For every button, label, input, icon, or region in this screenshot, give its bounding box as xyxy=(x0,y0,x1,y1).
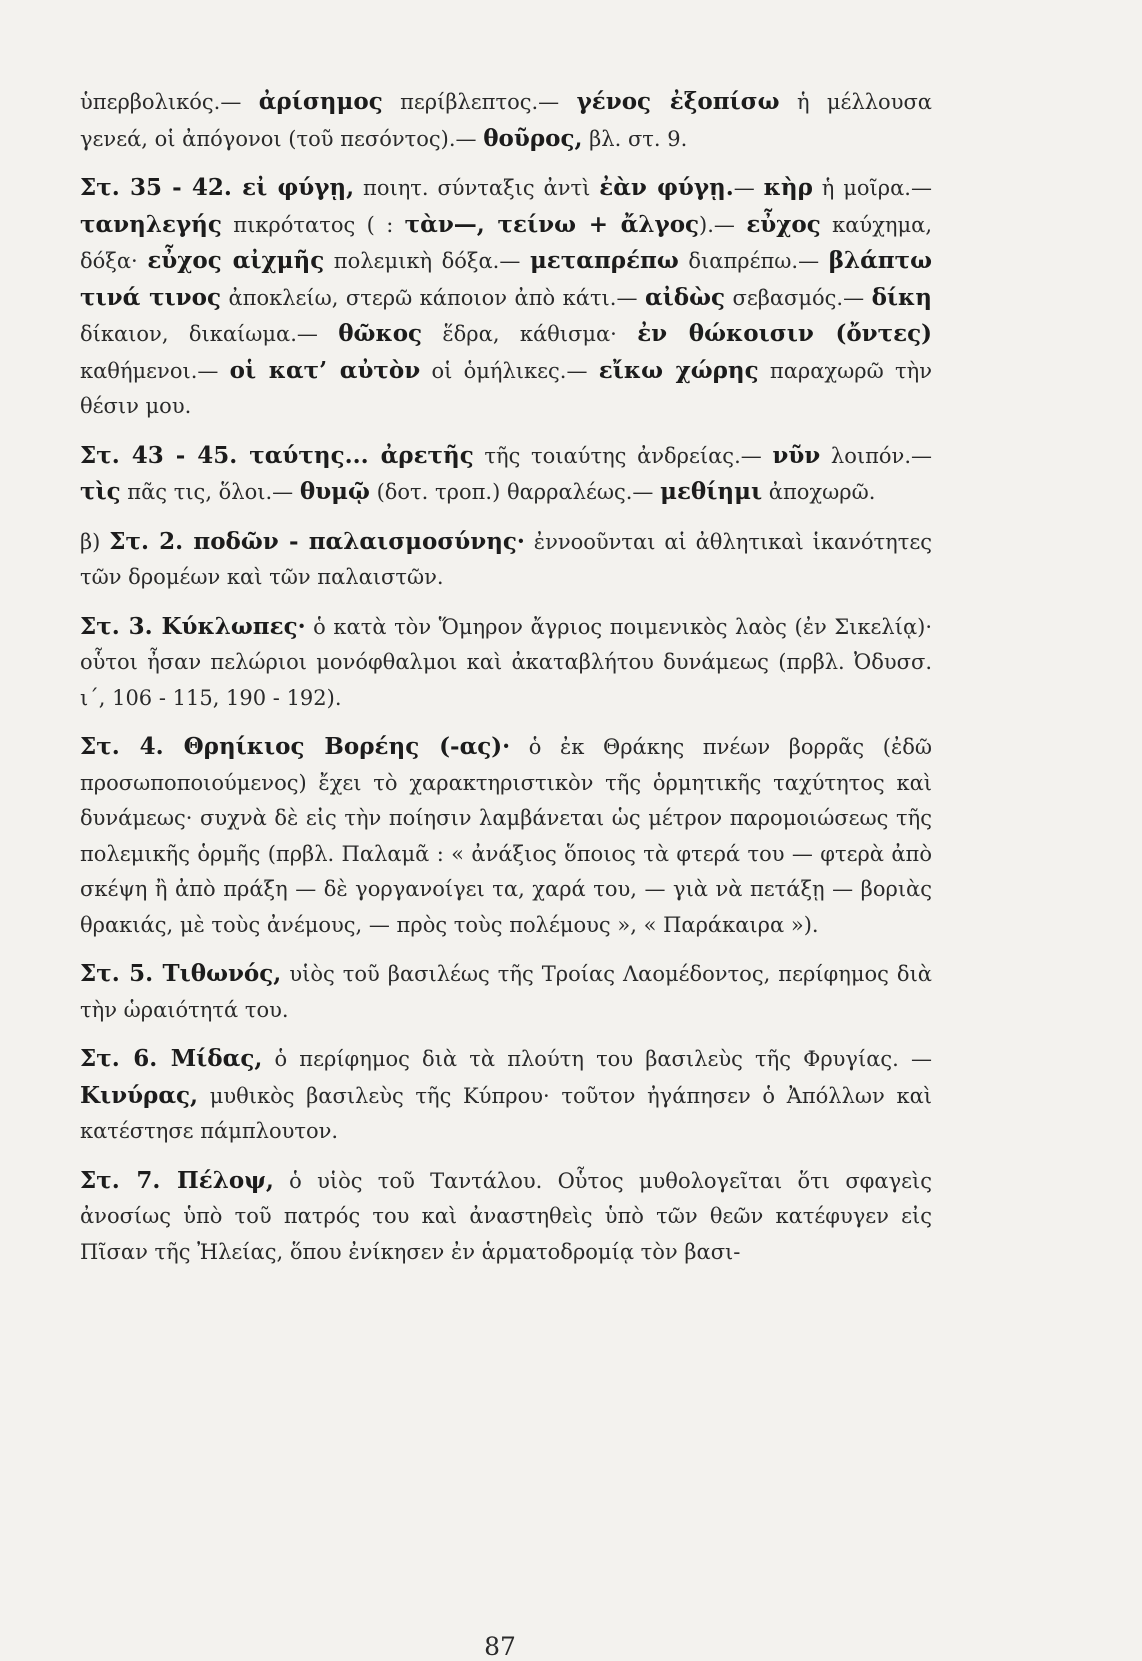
gloss-text: καύχημα, δόξα· xyxy=(80,212,933,273)
gloss-text: ).— xyxy=(699,212,747,237)
gloss-text: περίβλεπτος.— xyxy=(382,90,577,114)
commentary-paragraph xyxy=(80,438,932,511)
lemma: Στ. 6. Μίδας, xyxy=(80,1045,263,1072)
lemma: οἱ κατ’ αὐτὸν xyxy=(229,356,421,384)
gloss-text: πολεμικὴ δόξα.— xyxy=(324,249,530,273)
gloss-text: — xyxy=(733,176,764,200)
lemma: Στ. 4. Θρηίκιος Βορέης (-ας)· xyxy=(80,733,511,760)
gloss-text: ποιητ. σύνταξις ἀντὶ xyxy=(354,176,600,200)
gloss-text: ὑπερβολικός.— xyxy=(80,90,259,114)
lemma: Στ. 5. Τιθωνός, xyxy=(80,960,282,987)
gloss-text: καθήμενοι.— xyxy=(80,358,230,383)
gloss-text: σεβασμός.— xyxy=(725,285,872,310)
gloss-text: β) xyxy=(80,529,110,554)
lemma: ἐν θώκοισιν (ὄντες) xyxy=(637,320,932,347)
gloss-text: δίκαιον, δικαίωμα.— xyxy=(80,322,339,346)
lemma: εἴκω χώρης xyxy=(598,356,759,384)
gloss-text: βλ. στ. 9. xyxy=(582,126,688,151)
lemma: ἐὰν φύγῃ. xyxy=(599,174,734,201)
gloss-text: ἕδρα, κάθισμα· xyxy=(422,322,638,346)
gloss-text: ἀποκλείω, στερῶ κάποιον ἀπὸ κάτι.— xyxy=(220,285,645,310)
commentary-paragraph xyxy=(80,84,932,157)
lemma: εὖχος xyxy=(746,210,821,238)
lemma: εὖχος αἰχμῆς xyxy=(147,247,325,274)
lemma: τὰν—, τείνω + ἄλγος xyxy=(404,210,700,238)
gloss-text: οἱ ὁμήλικες.— xyxy=(420,358,599,383)
gloss-text: ἐννοοῦνται αἱ ἀθλητικαὶ ἱκανότητες τῶν δρομέων καὶ τῶν παλαιστῶν. xyxy=(80,529,932,589)
lemma: Κινύρας, xyxy=(80,1081,199,1109)
lemma: κὴρ xyxy=(763,174,813,201)
gloss-text: τῆς τοιαύτης ἀνδρείας.— xyxy=(473,443,773,468)
gloss-text: ὁ ἐκ Θράκης πνέων βορρᾶς (ἐδῶ προσωποποιούμενος) ἔχει τὸ χαρακτηριστικὸν τῆς ὁρμητικῆς ταχύτητος καὶ δυνάμεως· συχνὰ δὲ εἰς τὴν ποίησιν λαμβάνεται ὡς μέτρον παρομοιώσεως τῆς πολεμικῆς ὁρμῆς (πρβλ. Παλαμᾶ : « ἀνάξιος ὅποιος τὰ φτερά του — φτερὰ ἀπὸ σκέψη ἢ ἀπὸ πράξη — δὲ γοργανοίγει τα, χαρά του, — γιὰ νὰ πετάξῃ — βοριὰς θρακιάς, μὲ τοὺς ἀνέμους, — πρὸς τοὺς πολέμους », « Παράκαιρα »). xyxy=(80,735,932,937)
commentary-paragraph xyxy=(80,609,932,717)
lemma: θυμῷ xyxy=(299,478,370,505)
commentary-paragraph xyxy=(80,956,932,1028)
lemma: αἰδὼς xyxy=(644,283,726,311)
commentary-paragraph xyxy=(80,524,932,596)
gloss-text: υἱὸς τοῦ βασιλέως τῆς Τροίας Λαομέδοντος, περίφημος διὰ τὴν ὡραιότητά του. xyxy=(80,962,932,1022)
gloss-text: ὁ περίφημος διὰ τὰ πλούτη του βασιλεὺς τῆς Φρυγίας. — xyxy=(262,1047,932,1071)
lemma: ἀρίσημος xyxy=(258,88,383,115)
lemma: μεταπρέπω xyxy=(529,247,679,274)
lemma: γένος ἐξοπίσω xyxy=(576,88,780,115)
commentary-paragraph xyxy=(80,170,932,425)
gloss-text: διαπρέπω.— xyxy=(678,249,829,273)
page-number: 87 xyxy=(484,1632,516,1661)
lemma: Στ. 7. Πέλοψ, xyxy=(80,1166,274,1194)
gloss-text: παραχωρῶ τὴν θέσιν μου. xyxy=(80,358,932,418)
lemma: θοῦρος, xyxy=(483,124,583,152)
gloss-text: πᾶς τις, ὅλοι.— xyxy=(120,480,300,504)
lemma: Στ. 35 - 42. εἰ φύγῃ, xyxy=(80,174,355,201)
gloss-text: (δοτ. τροπ.) θαρραλέως.— xyxy=(369,480,661,504)
lemma: Στ. 2. ποδῶν - παλαισμοσύνης· xyxy=(109,527,525,555)
lemma: τὶς xyxy=(80,478,121,505)
commentary-paragraph xyxy=(80,1041,932,1150)
lemma: βλάπτω τινά τινος xyxy=(80,247,933,311)
gloss-text: μυθικὸς βασιλεὺς τῆς Κύπρου· τοῦτον ἠγάπησεν ὁ Ἀπόλλων καὶ κατέστησε πάμπλουτον. xyxy=(80,1083,932,1143)
text-body xyxy=(80,84,932,1270)
commentary-paragraph xyxy=(80,729,932,943)
lemma: νῦν xyxy=(772,441,821,469)
lemma: τανηλεγής xyxy=(80,210,222,238)
gloss-text: πικρότατος ( : xyxy=(221,212,405,237)
lemma: Στ. 43 - 45. ταύτης... ἀρετῆς xyxy=(80,441,474,469)
gloss-text: λοιπόν.— xyxy=(820,443,933,468)
gloss-text: ἀποχωρῶ. xyxy=(762,480,876,504)
lemma: δίκη xyxy=(871,283,932,311)
gloss-text: ἡ μέλλουσα γενεά, οἱ ἀπόγονοι (τοῦ πεσόντος).— xyxy=(80,90,932,151)
gloss-text: ὁ κατὰ τὸν Ὅμηρον ἄγριος ποιμενικὸς λαὸς (ἐν Σικελίᾳ)· οὗτοι ἦσαν πελώριοι μονόφθαλμοι καὶ ἀκαταβλήτου δυνάμεως (πρβλ. Ὀδυσσ. ι΄, 106 - 115, 190 - 192). xyxy=(80,614,932,710)
gloss-text: ἡ μοῖρα.— xyxy=(812,176,932,200)
commentary-paragraph xyxy=(80,1163,932,1271)
gloss-text: ὁ υἱὸς τοῦ Ταντάλου. Οὗτος μυθολογεῖται ὅτι σφαγεὶς ἀνοσίως ὑπὸ τοῦ πατρός του καὶ ἀναστηθεὶς ὑπὸ τῶν θεῶν κατέφυγεν εἰς Πῖσαν τῆς Ἠλείας, ὅπου ἐνίκησεν ἐν ἁρματοδρομίᾳ τὸν βασι- xyxy=(80,1168,932,1264)
lemma: μεθίημι xyxy=(660,478,763,505)
lemma: Στ. 3. Κύκλωπες· xyxy=(80,612,306,640)
lemma: θῶκος xyxy=(338,320,423,347)
